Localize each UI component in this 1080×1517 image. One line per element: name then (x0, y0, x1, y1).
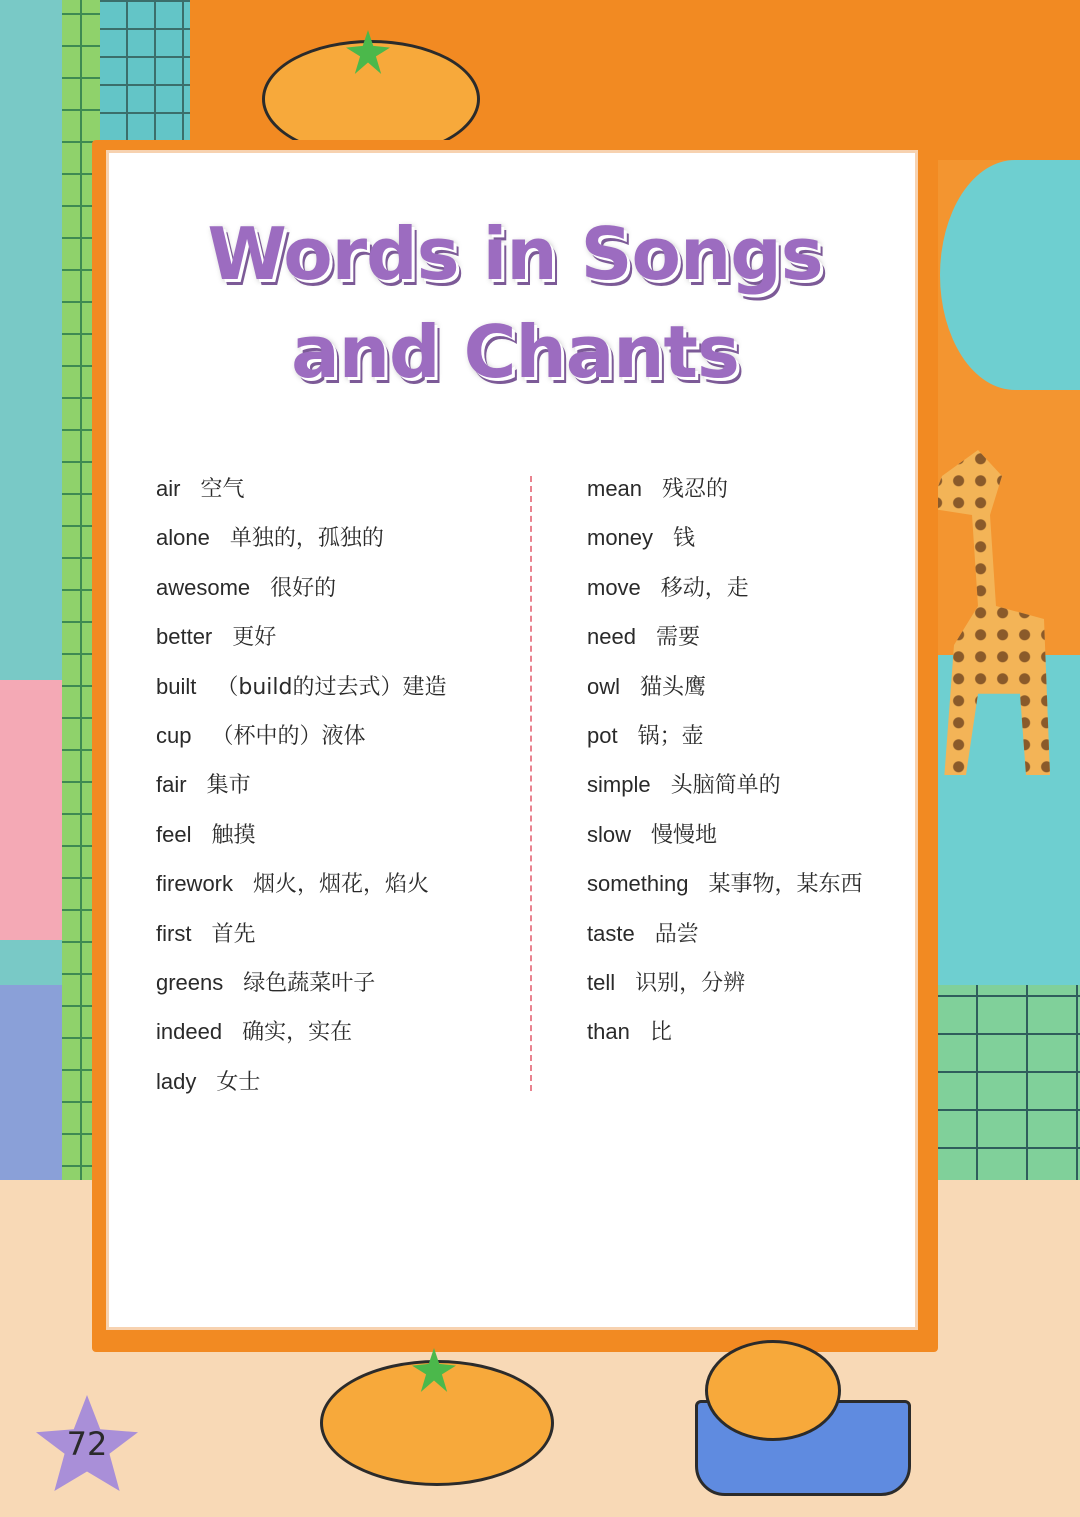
chinese-meaning: 钱 (673, 526, 696, 552)
chinese-meaning: 烟火，烟花，焰火 (253, 872, 430, 898)
english-word: better (156, 624, 213, 650)
chinese-meaning: 需要 (655, 625, 700, 651)
word-entry (156, 467, 516, 516)
chinese-meaning: 头脑简单的 (670, 773, 781, 799)
column-divider (530, 476, 532, 1091)
english-word: lady (156, 1068, 197, 1094)
word-entry (587, 714, 917, 763)
word-entry (156, 566, 516, 615)
word-entry (156, 813, 516, 862)
chinese-meaning: 品尝 (654, 921, 699, 947)
english-word: feel (156, 821, 192, 847)
english-word: taste (587, 920, 635, 946)
pink-strawberry-area (0, 680, 62, 940)
word-entry (587, 665, 917, 714)
english-word: mean (587, 476, 643, 501)
english-word: owl (587, 673, 621, 699)
title-line-2: and Chants (291, 310, 739, 394)
green-tile-grid-right (928, 985, 1080, 1185)
word-entry (587, 763, 917, 812)
english-word: built (156, 673, 197, 699)
chinese-meaning: 残忍的 (662, 477, 729, 502)
page-title (0, 205, 1030, 401)
english-word: tell (587, 969, 616, 995)
chinese-meaning: 确实，实在 (242, 1020, 353, 1046)
title-line-1: Words in Songs (207, 212, 823, 296)
word-entry (587, 912, 917, 961)
word-entry (156, 961, 516, 1010)
chinese-meaning: 很好的 (270, 575, 337, 601)
word-entry (156, 714, 516, 763)
word-entry (156, 665, 516, 714)
chinese-meaning: 某事物，某东西 (708, 872, 863, 898)
chinese-meaning: 单独的，孤独的 (229, 526, 384, 552)
word-list-left (156, 467, 516, 1109)
english-word: need (587, 624, 636, 650)
english-word: air (156, 476, 181, 501)
english-word: slow (587, 821, 632, 847)
word-entry (587, 566, 917, 615)
word-entry (587, 615, 917, 664)
chinese-meaning: 慢慢地 (651, 822, 718, 848)
chinese-meaning: 识别，分辨 (635, 970, 746, 996)
word-entry (156, 1010, 516, 1059)
chinese-meaning: （build的过去式）建造 (216, 674, 447, 700)
english-word: move (587, 574, 641, 600)
word-entry (587, 1010, 917, 1059)
english-word: than (587, 1019, 630, 1045)
english-word: firework (156, 871, 234, 897)
english-word: simple (587, 772, 651, 798)
english-word: money (587, 525, 654, 551)
english-word: first (156, 920, 192, 946)
chinese-meaning: 集市 (206, 773, 251, 799)
chinese-meaning: 锅；壶 (637, 723, 704, 749)
word-entry (156, 912, 516, 961)
word-entry (156, 862, 516, 911)
chinese-meaning: 绿色蔬菜叶子 (243, 970, 376, 996)
word-entry (156, 763, 516, 812)
smiling-fruit-illustration (705, 1340, 841, 1441)
english-word: cup (156, 722, 192, 748)
english-word: awesome (156, 574, 251, 600)
chinese-meaning: 更好 (232, 625, 277, 651)
blue-wall-panel (0, 985, 62, 1185)
word-entry (587, 516, 917, 565)
chinese-meaning: 空气 (200, 477, 245, 502)
chinese-meaning: 首先 (211, 921, 256, 947)
word-entry (587, 961, 917, 1010)
english-word: something (587, 871, 689, 897)
english-word: indeed (156, 1019, 223, 1045)
word-entry (156, 516, 516, 565)
chinese-meaning: 移动，走 (660, 575, 749, 601)
chinese-meaning: （杯中的）液体 (211, 723, 366, 749)
word-entry (587, 862, 917, 911)
chinese-meaning: 触摸 (211, 822, 256, 848)
word-entry (156, 615, 516, 664)
teal-tile-grid (100, 0, 190, 140)
chinese-meaning: 女士 (216, 1069, 261, 1095)
word-list-right (587, 467, 917, 1060)
word-entry (587, 467, 917, 516)
page-number: 72 (66, 1425, 108, 1463)
english-word: alone (156, 525, 210, 551)
chinese-meaning: 猫头鹰 (640, 674, 707, 700)
word-entry (156, 1060, 516, 1109)
english-word: fair (156, 772, 187, 798)
chinese-meaning: 比 (649, 1020, 672, 1046)
english-word: greens (156, 969, 224, 995)
word-entry (587, 813, 917, 862)
english-word: pot (587, 722, 618, 748)
